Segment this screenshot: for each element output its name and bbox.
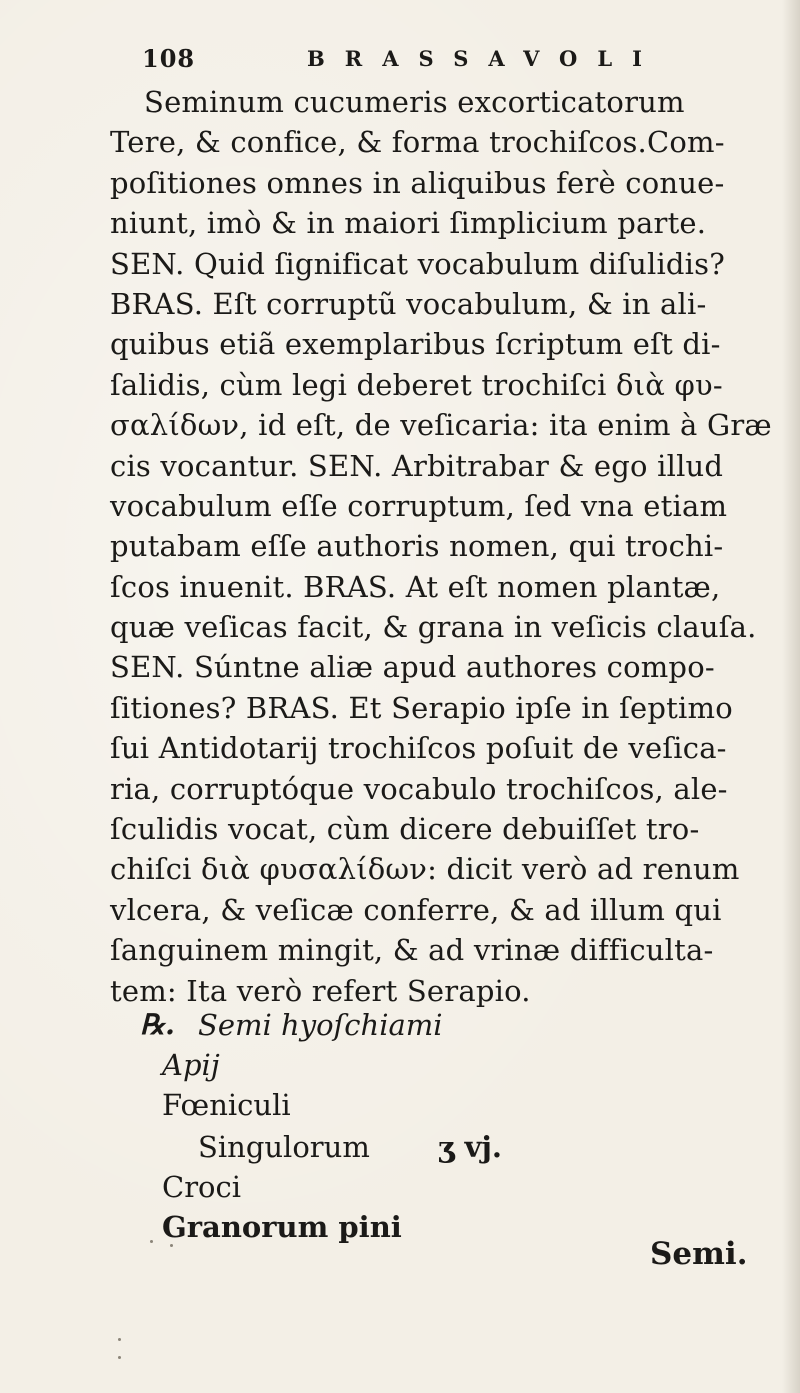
text-line: SEN. Súntne aliæ apud authores compo- [110, 650, 715, 685]
recipe-symbol: ℞. [140, 1008, 175, 1041]
text-line: niunt, imò & in maiori ſimplicium parte. [110, 206, 707, 241]
text-line: putabam eſſe authoris nomen, qui trochi- [110, 529, 724, 564]
recipe-dose: ʒ vj. [438, 1130, 503, 1164]
text-line: ſalidis, cùm legi deberet trochiſci διὰ φυ- [110, 367, 723, 402]
recipe-item: Croci [162, 1170, 242, 1204]
text-line: BRAS. Eſt corruptũ vocabulum, & in ali- [110, 286, 707, 321]
page-number: 108 [142, 44, 196, 73]
text-line: poſitiones omnes in aliquibus ferè conue- [110, 165, 725, 200]
text-line: tem: Ita verò refert Serapio. [110, 973, 531, 1008]
recipe-item: Granorum pini [162, 1210, 402, 1244]
text-line: quæ veſicas facit, & grana in veſicis clauſa. [110, 610, 757, 645]
text-line: Tere, & confice, & forma trochiſcos.Com- [110, 125, 725, 160]
text-line: quibus etiã exemplaribus ſcriptum eſt di- [110, 327, 721, 362]
text-line: SEN. Quid ſignificat vocabulum diſulidis? [110, 246, 725, 281]
text-line: ſui Antidotarij trochiſcos poſuit de veſica- [110, 731, 727, 766]
recipe-item: Singulorum [198, 1130, 370, 1164]
running-title: BRASSAVOLI [307, 46, 662, 71]
body-text [110, 82, 800, 1011]
text-line: vocabulum eſſe corruptum, ſed vna etiam [110, 488, 728, 523]
text-line: ſculidis vocat, cùm dicere debuiſſet tro- [110, 812, 700, 847]
catchword: Semi. [650, 1236, 748, 1272]
text-line: ſanguinem mingit, & ad vrinæ difficulta- [110, 933, 714, 968]
recipe-item: Apij [162, 1048, 220, 1082]
text-line: ſitiones? BRAS. Et Serapio ipſe in ſeptimo [110, 690, 733, 725]
text-line: cis vocantur. SEN. Arbitrabar & ego illud [110, 448, 724, 483]
text-line: vlcera, & veſicæ conferre, & ad illum qui [110, 892, 722, 927]
text-line: chiſci διὰ φυσαλίδων: dicit verò ad renum [110, 852, 740, 887]
text-line: ſcos inuenit. BRAS. At eſt nomen plantæ, [110, 569, 721, 604]
recipe-item: Fœniculi [162, 1088, 291, 1122]
ink-speck [170, 1244, 173, 1247]
recipe-item: Semi hyoſchiami [198, 1008, 443, 1042]
ink-speck [118, 1338, 121, 1341]
text-line: ria, corruptóque vocabulo trochiſcos, ale- [110, 771, 728, 806]
text-line: Seminum cucumeris excorticatorum [144, 85, 685, 119]
ink-speck [150, 1240, 153, 1243]
page-header [142, 44, 702, 78]
ink-speck [118, 1356, 121, 1359]
text-line: σαλίδων, id eſt, de veſicaria: ita enim à Græ [110, 408, 772, 443]
